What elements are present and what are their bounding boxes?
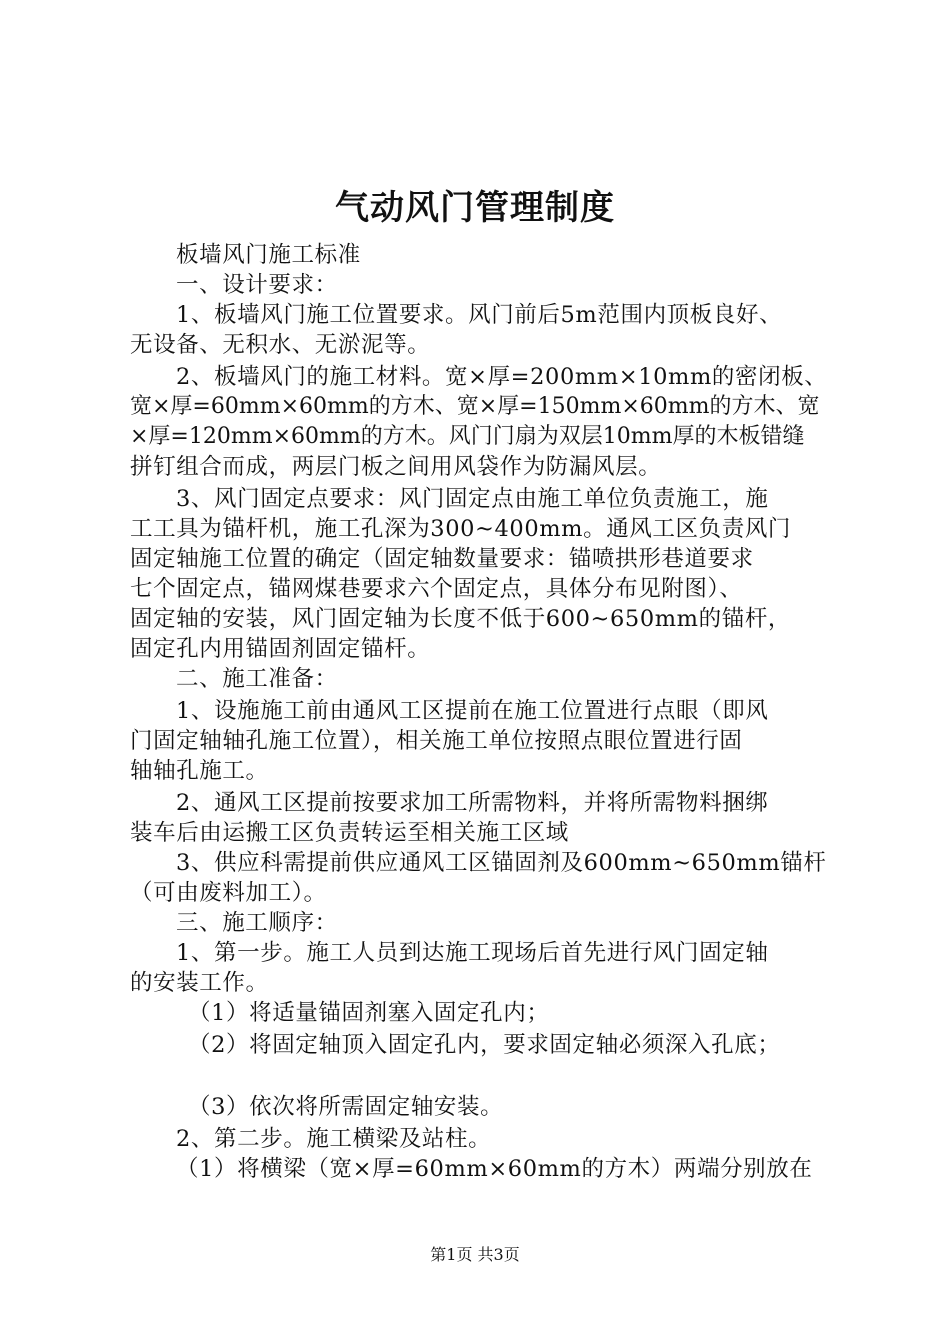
text-line: ×厚=120mm×60mm的方木。风门门扇为双层10mm厚的木板错缝 (130, 424, 805, 449)
text-line: 一、设计要求： (176, 272, 338, 298)
text-line: 宽×厚=60mm×60mm的方木、宽×厚=150mm×60mm的方木、宽 (130, 394, 820, 419)
text-line: 1、设施施工前由通风工区提前在施工位置进行点眼（即风 (176, 698, 769, 724)
text-line: 无设备、无积水、无淤泥等。 (130, 332, 431, 358)
text-line: （1）将横梁（宽×厚=60mm×60mm的方木）两端分别放在 (176, 1156, 813, 1182)
text-line: 2、通风工区提前按要求加工所需物料，并将所需物料捆绑 (176, 790, 769, 816)
text-line: （1）将适量锚固剂塞入固定孔内； (188, 1000, 550, 1026)
text-line: 板墙风门施工标准 (176, 242, 361, 268)
text-line: 固定孔内用锚固剂固定锚杆。 (130, 636, 431, 662)
text-line: 装车后由运搬工区负责转运至相关施工区域 (130, 820, 569, 846)
text-line: 3、供应科需提前供应通风工区锚固剂及600mm~650mm锚杆 (176, 850, 827, 876)
text-line: 拼钉组合而成，两层门板之间用风袋作为防漏风层。 (130, 454, 662, 480)
text-line: 的安装工作。 (130, 970, 269, 996)
page-number-footer: 第1页 共3页 (430, 1245, 520, 1264)
text-line: 固定轴施工位置的确定（固定轴数量要求：锚喷拱形巷道要求 (130, 546, 754, 572)
text-line: 2、板墙风门的施工材料。宽×厚=200mm×10mm的密闭板、 (176, 364, 828, 390)
text-line: 1、板墙风门施工位置要求。风门前后5m范围内顶板良好、 (176, 302, 783, 328)
text-line: 1、第一步。施工人员到达施工现场后首先进行风门固定轴 (176, 940, 769, 966)
text-line: （3）依次将所需固定轴安装。 (188, 1094, 504, 1120)
text-line: 工工具为锚杆机，施工孔深为300~400mm。通风工区负责风门 (130, 516, 792, 542)
text-line: 固定轴的安装，风门固定轴为长度不低于600~650mm的锚杆， (130, 606, 792, 632)
text-line: （可由废料加工）。 (130, 880, 327, 906)
text-line: 门固定轴轴孔施工位置），相关施工单位按照点眼位置进行固 (130, 728, 743, 754)
text-line: 3、风门固定点要求：风门固定点由施工单位负责施工，施 (176, 486, 769, 512)
document-title: 气动风门管理制度 (335, 188, 615, 228)
text-line: 2、第二步。施工横梁及站柱。 (176, 1126, 492, 1152)
text-line: 七个固定点，锚网煤巷要求六个固定点，具体分布见附图）、 (130, 576, 743, 602)
text-line: 三、施工顺序： (176, 910, 338, 936)
text-line: 二、施工准备： (176, 666, 338, 692)
text-line: （2）将固定轴顶入固定孔内，要求固定轴必须深入孔底； (188, 1032, 781, 1058)
text-line: 轴轴孔施工。 (130, 758, 269, 784)
